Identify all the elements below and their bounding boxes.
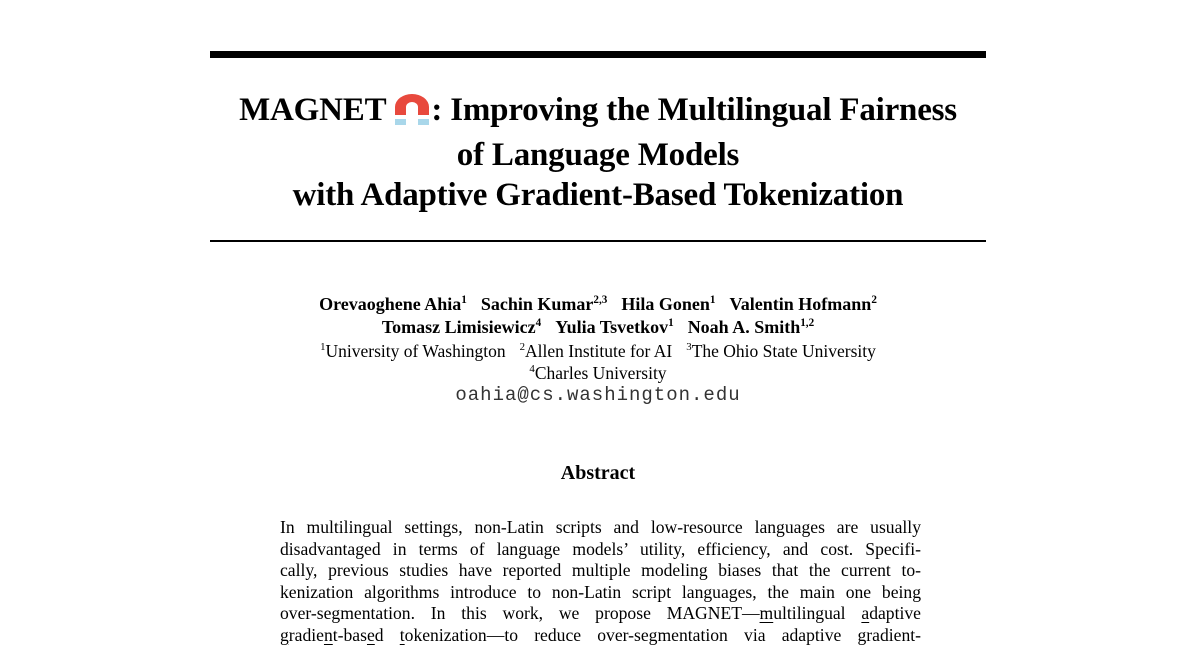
author-row-2 (140, 316, 1056, 339)
author-name: Valentin Hofmann$^2$ (729, 294, 877, 314)
affiliation-list (140, 340, 1056, 384)
abstract-body (280, 517, 921, 646)
affiliation: $^4$Charles University (529, 363, 667, 383)
abstract-line: disadvantaged in terms of language models’ utility, efficiency, and cost. Specifi- (280, 538, 921, 559)
title-pre-icon: MAGNET (239, 92, 387, 128)
author-affil-sup: 1 (709, 294, 716, 306)
author-name: Tomasz Limisiewicz$^4$ (381, 317, 542, 337)
contact-email: oahia@cs.washington.edu (455, 384, 741, 406)
title-rule-bottom (210, 240, 986, 242)
title-post-icon: : Improving the Multilingual Fairness (431, 92, 957, 128)
abstract-heading: Abstract (560, 462, 636, 484)
abstract-line: over-segmentation. In this work, we propose MAGNET—multilingual adaptive (280, 603, 921, 623)
affiliation-row-1 (140, 340, 1056, 362)
author-name: Noah A. Smith$^{1,2}$ (687, 317, 815, 337)
magnet-icon (394, 93, 430, 135)
abstract-line: kenization algorithms introduce to non-Latin script languages, the main one being (280, 581, 921, 602)
abstract-line: In multilingual settings, non-Latin scripts and low-resource languages are usually (280, 517, 921, 537)
author-row-1 (140, 293, 1056, 316)
affiliation: $^1$University of Washington (320, 341, 506, 361)
affiliation-sup: 4 (529, 363, 535, 376)
author-affil-sup: 2,3 (593, 294, 608, 306)
author-affil-sup: 4 (535, 317, 542, 329)
paper-title (190, 90, 1006, 215)
affiliation-row-2 (140, 362, 1056, 384)
title-line-2: of Language Models (456, 137, 740, 173)
author-affil-sup: 1,2 (800, 317, 815, 329)
affiliation-sup: 1 (320, 341, 326, 354)
affiliation: $^3$The Ohio State University (686, 341, 876, 361)
affiliation: $^2$Allen Institute for AI (519, 341, 673, 361)
affiliation-sup: 3 (686, 341, 692, 354)
author-list (140, 293, 1056, 339)
title-rule-top (210, 51, 986, 58)
title-line-1 (239, 92, 957, 128)
abstract-line: cally, previous studies have reported multiple modeling biases that the current to- (280, 560, 921, 580)
author-affil-sup: 2 (871, 294, 877, 306)
author-name: Hila Gonen$^1$ (621, 294, 716, 314)
author-affil-sup: 1 (461, 294, 467, 306)
author-name: Sachin Kumar$^{2,3}$ (480, 294, 608, 314)
author-name: Yulia Tsvetkov$^1$ (555, 317, 674, 337)
title-line-3: with Adaptive Gradient-Based Tokenization (292, 177, 904, 213)
abstract-line: gradient-based tokenization—to reduce over-segmentation via adaptive gradient- (280, 624, 921, 645)
author-name: Orevaoghene Ahia$^1$ (319, 294, 467, 314)
author-affil-sup: 1 (668, 317, 674, 329)
affiliation-sup: 2 (519, 341, 525, 354)
